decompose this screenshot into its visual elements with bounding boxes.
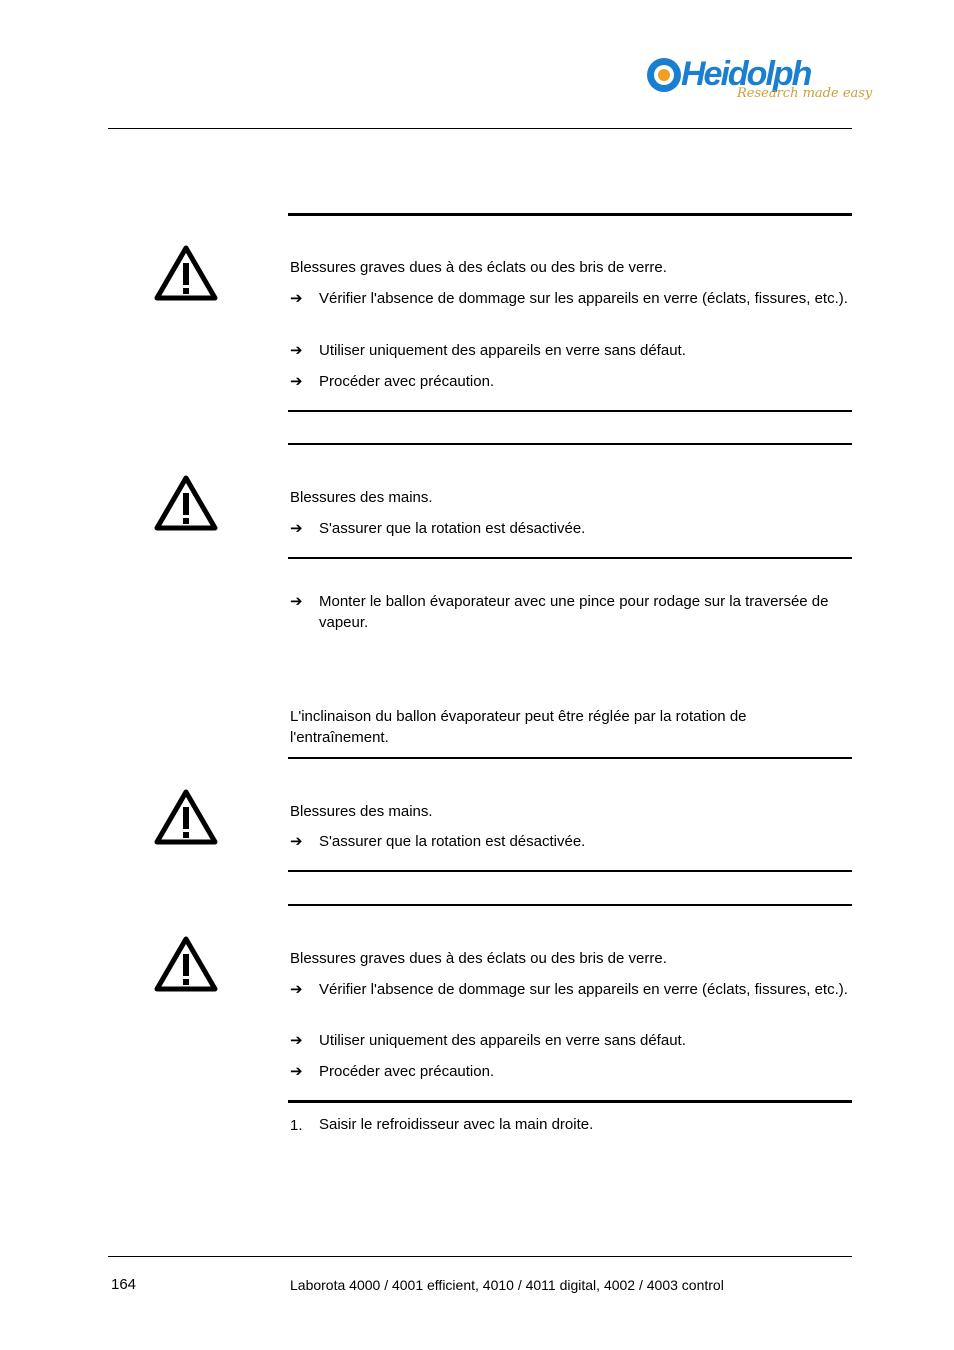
action-item: Procéder avec précaution. (319, 1063, 495, 1080)
footer-divider (108, 1256, 852, 1257)
arrow-right-icon: ➔ (290, 1062, 303, 1080)
action-item: S'assurer que la rotation est désactivée. (319, 833, 586, 850)
brand-tagline: Research made easy (737, 86, 873, 101)
document-title: Laborota 4000 / 4001 efficient, 4010 / 4011 digital, 4002 / 4003 control (290, 1277, 724, 1293)
action-item: Utiliser uniquement des appareils en verre sans défaut. (319, 342, 686, 359)
arrow-right-icon: ➔ (290, 832, 303, 850)
brand-logo (645, 52, 873, 114)
arrow-right-icon: ➔ (290, 372, 303, 390)
warning-text: Blessures des mains. (290, 489, 433, 506)
arrow-right-icon: ➔ (290, 592, 303, 610)
warning-triangle-icon (152, 787, 220, 847)
arrow-right-icon: ➔ (290, 289, 303, 307)
step-number: 1. (290, 1117, 303, 1134)
action-item: Vérifier l'absence de dommage sur les appareils en verre (éclats, fissures, etc.). (319, 981, 848, 998)
action-item: Vérifier l'absence de dommage sur les appareils en verre (éclats, fissures, etc.). (319, 290, 848, 307)
page-number: 164 (111, 1276, 137, 1293)
action-item: Utiliser uniquement des appareils en verre sans défaut. (319, 1032, 686, 1049)
action-item: Procéder avec précaution. (319, 373, 495, 390)
action-item: S'assurer que la rotation est désactivée. (319, 520, 586, 537)
brand-name: Heidolph (681, 55, 811, 93)
step-text: Saisir le refroidisseur avec la main droite. (319, 1116, 594, 1133)
arrow-right-icon: ➔ (290, 519, 303, 537)
header-divider (108, 128, 852, 129)
warning-bottom-rule (288, 410, 852, 412)
instruction-mount: Monter le ballon évaporateur avec une pince pour rodage sur la traversée de vapeur. (319, 593, 829, 631)
warning-bottom-rule (288, 870, 852, 872)
warning-top-rule (288, 213, 852, 216)
arrow-right-icon: ➔ (290, 980, 303, 998)
warning-top-rule (288, 757, 852, 759)
warning-triangle-icon (152, 934, 220, 994)
warning-top-rule (288, 443, 852, 445)
warning-text: Blessures graves dues à des éclats ou des bris de verre. (290, 259, 667, 276)
warning-triangle-icon (152, 473, 220, 533)
arrow-right-icon: ➔ (290, 341, 303, 359)
warning-bottom-rule (288, 557, 852, 559)
warning-text: Blessures graves dues à des éclats ou des bris de verre. (290, 950, 667, 967)
warning-triangle-icon (152, 243, 220, 303)
paragraph-inclination: L'inclinaison du ballon évaporateur peut être réglée par la rotation de l'entraînement. (290, 708, 747, 746)
arrow-right-icon: ➔ (290, 1031, 303, 1049)
warning-top-rule (288, 904, 852, 906)
warning-bottom-rule (288, 1100, 852, 1103)
logo-circle-icon (645, 56, 683, 94)
warning-text: Blessures des mains. (290, 803, 433, 820)
